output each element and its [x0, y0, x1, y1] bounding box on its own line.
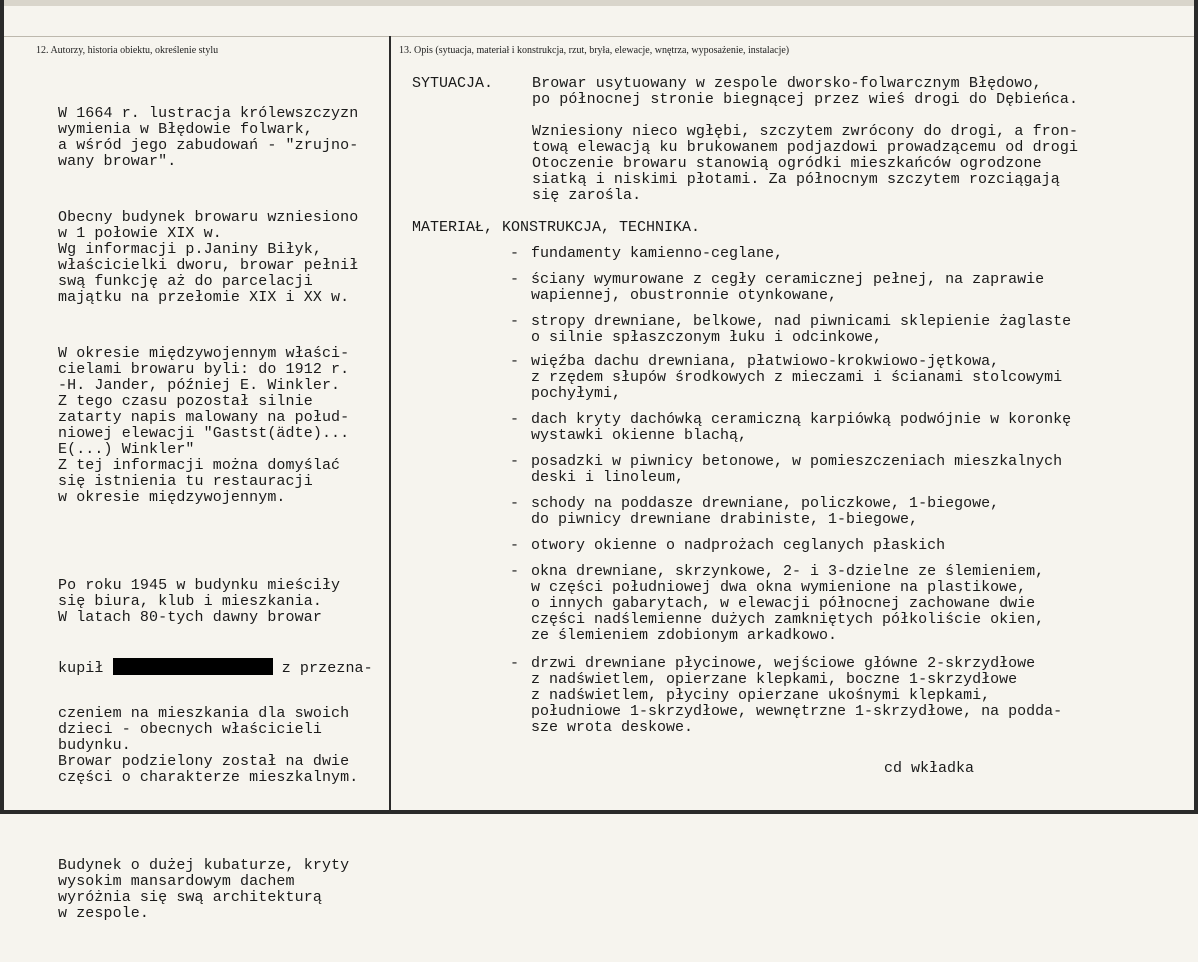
left-section-header: 12. Autorzy, historia obiektu, określenie stylu [36, 45, 219, 56]
text-line: więźba dachu drewniana, płatwiowo-krokwiowo-jętkowa, [531, 353, 1000, 370]
text-line: Z tej informacji można domyślać [58, 457, 341, 474]
redacted-line-end: z przezna- [281, 660, 373, 677]
list-bullet-dash: - [510, 245, 520, 262]
list-bullet-dash: - [510, 271, 520, 288]
text-line: z nadświetlem, płyciny opierzane ukośnymi klepkami, [531, 687, 991, 704]
list-bullet-dash: - [510, 495, 520, 512]
header-rule [4, 36, 1194, 37]
text-line: z nadświetlem, opierzane klepkami, boczne 1-skrzydłowe [531, 671, 1018, 688]
text-line: wysokim mansardowym dachem [58, 873, 295, 890]
text-line: Z tego czasu pozostał silnie [58, 393, 313, 410]
text-line: wystawki okienne blachą, [531, 427, 748, 444]
material-item [531, 564, 1044, 644]
text-line: E(...) Winkler" [58, 441, 195, 458]
text-line: majątku na przełomie XIX i XX w. [58, 289, 350, 306]
page-top-edge [0, 0, 1198, 6]
text-line: z rzędem słupów środkowych z mieczami i ścianami stolcowymi [531, 369, 1063, 386]
text-line: części o charakterze mieszkalnym. [58, 769, 359, 786]
text-line: swą funkcję aż do parcelacji [58, 273, 313, 290]
text-line: otwory okienne o nadprożach ceglanych płaskich [531, 537, 946, 554]
text-line: o silnie spłaszczonym łuku i odcinkowe, [531, 329, 883, 346]
list-bullet-dash: - [510, 411, 520, 428]
material-heading: MATERIAŁ, KONSTRUKCJA, TECHNIKA. [412, 219, 701, 236]
text-line: Wzniesiony nieco wgłębi, szczytem zwrócony do drogi, a fron- [532, 123, 1079, 140]
redacted-line-start: kupił [58, 660, 104, 677]
situation-paragraph-2 [532, 124, 1078, 204]
material-item [531, 246, 783, 262]
text-line: schody na poddasze drewniane, policzkowe, 1-biegowe, [531, 495, 1000, 512]
text-line: a wśród jego zabudowań - "zrujno- [58, 137, 359, 154]
history-column [58, 74, 373, 962]
text-line: sze wrota deskowe. [531, 719, 694, 736]
continuation-note: cd wkładka [884, 760, 975, 777]
list-bullet-dash: - [510, 313, 520, 330]
text-line: do piwnicy drewniane drabiniste, 1-biegowe, [531, 511, 919, 528]
text-line: południowe 1-skrzydłowe, wewnętrzne 1-skrzydłowe, na podda- [531, 703, 1063, 720]
material-item [531, 412, 1071, 444]
material-item [531, 272, 1044, 304]
text-line: -H. Jander, później E. Winkler. [58, 377, 341, 394]
text-line: dzieci - obecnych właścicieli [58, 721, 322, 738]
text-line: części nadślemienne dużych zamkniętych półkoliście okien, [531, 611, 1045, 628]
text-line: po północnej stronie biegnącej przez wieś drogi do Dębieńca. [532, 91, 1079, 108]
column-divider [389, 36, 391, 814]
text-line: wapiennej, obustronnie otynkowane, [531, 287, 838, 304]
text-line: się biura, klub i mieszkania. [58, 593, 322, 610]
text-line: ze ślemieniem zdobionym arkadkowo. [531, 627, 838, 644]
history-paragraph-2 [58, 210, 373, 306]
list-bullet-dash: - [510, 353, 520, 370]
material-item [531, 454, 1062, 486]
text-line: Otoczenie browaru stanowią ogródki mieszkańców ogrodzone [532, 155, 1042, 172]
right-section-header: 13. Opis (sytuacja, materiał i konstrukcja, rzut, bryła, elewacje, wnętrza, wyposażenie, instalacje) [399, 45, 790, 56]
text-line: W 1664 r. lustracja królewszczyzn [58, 105, 359, 122]
text-line: okna drewniane, skrzynkowe, 2- i 3-dzielne ze ślemieniem, [531, 563, 1045, 580]
list-bullet-dash: - [510, 537, 520, 554]
situation-paragraph-1 [532, 76, 1078, 108]
text-line: czeniem na mieszkania dla swoich [58, 705, 350, 722]
text-line: niowej elewacji "Gastst(ädte)... [58, 425, 350, 442]
material-item [531, 496, 999, 528]
text-line: posadzki w piwnicy betonowe, w pomieszczeniach mieszkalnych [531, 453, 1063, 470]
text-line: w okresie międzywojennym. [58, 489, 286, 506]
text-line: pochyłymi, [531, 385, 622, 402]
material-item [531, 354, 1062, 402]
text-line: siatką i niskimi płotami. Za północnym szczytem rozciągają [532, 171, 1060, 188]
history-paragraph-4 [58, 546, 373, 818]
text-line: Browar usytuowany w zespole dworsko-folwarcznym Błędowo, [532, 75, 1042, 92]
text-line: W okresie międzywojennym właści- [58, 345, 350, 362]
material-item [531, 314, 1071, 346]
text-line: drzwi drewniane płycinowe, wejściowe główne 2-skrzydłowe [531, 655, 1036, 672]
redacted-line [58, 658, 373, 677]
text-line: dach kryty dachówką ceramiczną karpiówką podwójnie w koronkę [531, 411, 1072, 428]
text-line: wany browar". [58, 153, 177, 170]
text-line: budynku. [58, 737, 131, 754]
text-line: wyróżnia się swą architekturą [58, 889, 322, 906]
list-bullet-dash: - [510, 453, 520, 470]
list-bullet-dash: - [510, 563, 520, 580]
text-line: właścicielki dworu, browar pełnił [58, 257, 359, 274]
text-line: stropy drewniane, belkowe, nad piwnicami sklepienie żaglaste [531, 313, 1072, 330]
text-line: w zespole. [58, 905, 150, 922]
material-item [531, 538, 945, 554]
text-line: o innych gabarytach, w elewacji północnej zachowane dwie [531, 595, 1036, 612]
situation-heading: SYTUACJA. [412, 75, 494, 92]
text-line: się istnienia tu restauracji [58, 473, 313, 490]
history-paragraph-5 [58, 858, 373, 922]
history-paragraph-3 [58, 346, 373, 506]
text-line: fundamenty kamienno-ceglane, [531, 245, 784, 262]
text-line: cielami browaru byli: do 1912 r. [58, 361, 350, 378]
text-line: wymienia w Błędowie folwark, [58, 121, 313, 138]
text-line: w 1 połowie XIX w. [58, 225, 222, 242]
text-line: Budynek o dużej kubaturze, kryty [58, 857, 350, 874]
text-line: ściany wymurowane z cegły ceramicznej pełnej, na zaprawie [531, 271, 1045, 288]
text-line: W latach 80-tych dawny browar [58, 609, 322, 626]
list-bullet-dash: - [510, 655, 520, 672]
text-line: Browar podzielony został na dwie [58, 753, 350, 770]
history-paragraph-1 [58, 106, 373, 170]
text-line: Wg informacji p.Janiny Biłyk, [58, 241, 322, 258]
text-line: się zarośla. [532, 187, 642, 204]
text-line: Obecny budynek browaru wzniesiono [58, 209, 359, 226]
text-line: tową elewacją ku brukowanem podjazdowi prowadzącemu od drogi [532, 139, 1079, 156]
text-line: Po roku 1945 w budynku mieściły [58, 577, 341, 594]
page-right-border [1194, 0, 1198, 814]
text-line: w części południowej dwa okna wymienione na plastikowe, [531, 579, 1027, 596]
redaction-box [113, 658, 273, 675]
text-line: zatarty napis malowany na połud- [58, 409, 350, 426]
page-left-border [0, 0, 4, 814]
text-line: deski i linoleum, [531, 469, 685, 486]
material-item [531, 656, 1062, 736]
